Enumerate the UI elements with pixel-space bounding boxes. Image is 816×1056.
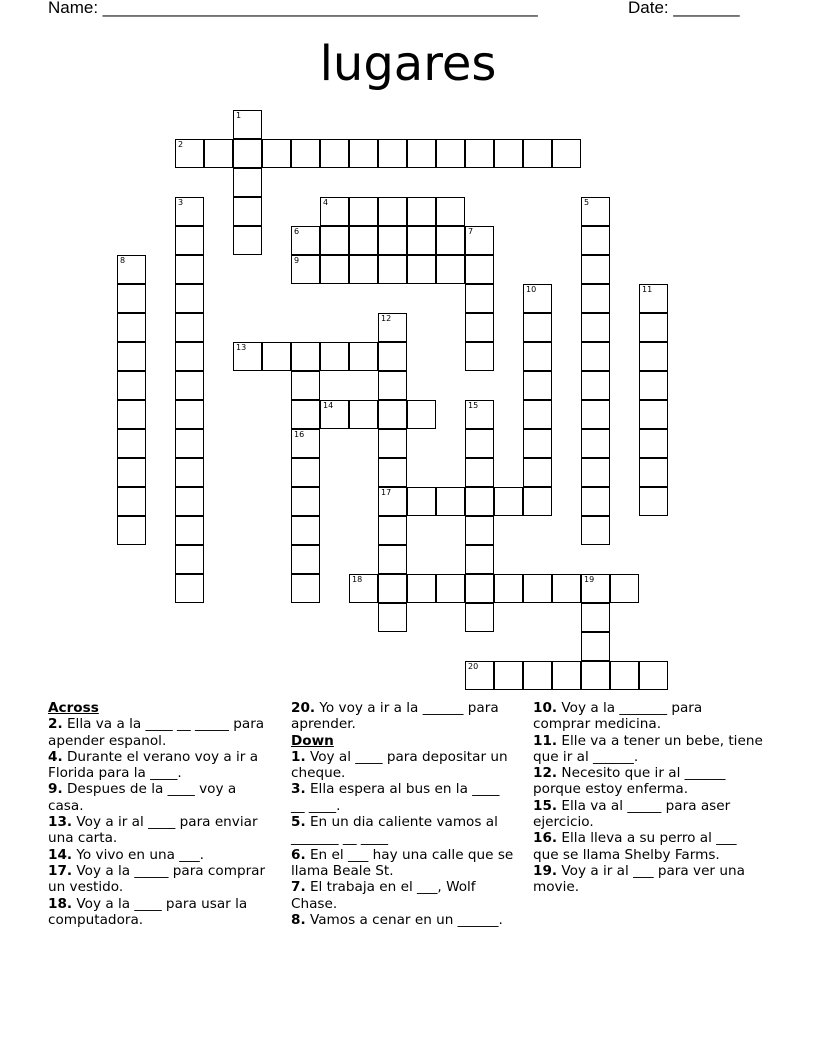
grid-cell[interactable] [175,516,204,545]
grid-cell[interactable] [233,342,262,371]
grid-cell[interactable] [175,545,204,574]
clue-item [533,765,763,798]
date-field-label: Date: _______ [628,0,740,17]
grid-cell[interactable] [291,487,320,516]
grid-cell[interactable] [320,226,349,255]
clue-item-number: 15. [533,797,558,814]
grid-cell[interactable] [465,429,494,458]
grid-cell[interactable] [378,458,407,487]
grid-cell[interactable] [175,342,204,371]
grid-cell[interactable] [610,661,639,690]
clue-number: 9 [294,256,300,265]
grid-cell[interactable] [639,458,668,487]
grid-cell[interactable] [436,197,465,226]
clue-item [48,749,273,782]
clue-item-text: Voy a la ____ para usar la computadora. [48,895,248,928]
grid-cell[interactable] [494,487,523,516]
clue-item-text: Necesito que ir al ______ porque estoy enferma. [533,765,726,798]
clue-number: 10 [526,285,537,294]
grid-cell[interactable] [581,400,610,429]
clue-number: 8 [120,256,126,265]
grid-cell[interactable] [175,139,204,168]
clue-item-number: 16. [533,830,558,847]
grid-cell[interactable] [523,661,552,690]
clue-item [48,781,273,814]
grid-cell[interactable] [436,226,465,255]
grid-cell[interactable] [610,574,639,603]
grid-cell[interactable] [639,371,668,400]
grid-cell[interactable] [117,429,146,458]
clue-item-text: Yo vivo en una ___. [76,846,204,863]
grid-cell[interactable] [407,255,436,284]
grid-cell[interactable] [117,284,146,313]
grid-cell[interactable] [465,400,494,429]
grid-cell[interactable] [378,545,407,574]
grid-cell[interactable] [465,545,494,574]
grid-cell[interactable] [117,313,146,342]
grid-cell[interactable] [262,342,291,371]
clue-number: 4 [323,198,329,207]
clue-item-number: 3. [291,781,306,798]
clue-item-text: Voy a ir al ___ para ver una movie. [533,862,745,896]
grid-cell[interactable] [175,458,204,487]
clue-item-text: Durante el verano voy a ir a Florida para la ____. [48,748,259,782]
grid-cell[interactable] [349,197,378,226]
grid-cell[interactable] [494,139,523,168]
grid-cell[interactable] [639,400,668,429]
clue-item-text: En un dia caliente vamos al _______ __ ____ [291,814,498,847]
grid-cell[interactable] [117,342,146,371]
clue-number: 6 [294,227,300,236]
clue-item-number: 12. [533,765,558,782]
grid-cell[interactable] [291,516,320,545]
grid-cell[interactable] [465,458,494,487]
across-heading: Across [48,700,99,716]
grid-cell[interactable] [233,110,262,139]
grid-cell[interactable] [465,516,494,545]
grid-cell[interactable] [349,139,378,168]
grid-cell[interactable] [175,487,204,516]
clue-number: 18 [352,575,363,584]
down-clues-list [291,749,516,928]
grid-cell[interactable] [407,400,436,429]
grid-cell[interactable] [291,458,320,487]
clue-item-text: Voy a la _____ para comprar un vestido. [48,862,266,896]
grid-cell[interactable] [465,603,494,632]
grid-cell[interactable] [581,429,610,458]
clue-item [48,863,273,896]
grid-cell[interactable] [407,226,436,255]
across-clues-list [48,716,273,928]
grid-cell[interactable] [175,574,204,603]
clue-item-text: Voy al ____ para depositar un cheque. [291,748,508,782]
clue-item [533,798,763,831]
grid-cell[interactable] [117,400,146,429]
grid-cell[interactable] [581,632,610,661]
grid-cell[interactable] [523,458,552,487]
clue-item [48,814,273,847]
grid-cell[interactable] [378,371,407,400]
grid-cell[interactable] [581,226,610,255]
grid-cell[interactable] [523,342,552,371]
grid-cell[interactable] [378,516,407,545]
grid-cell[interactable] [581,487,610,516]
clue-item-text: Voy a ir al ____ para enviar una carta. [48,814,258,847]
grid-cell[interactable] [465,284,494,313]
clue-item [533,733,763,766]
grid-cell[interactable] [378,255,407,284]
grid-cell[interactable] [552,139,581,168]
grid-cell[interactable] [436,487,465,516]
clue-item-number: 1. [291,748,306,765]
clue-number: 20 [468,662,479,671]
grid-cell[interactable] [581,313,610,342]
grid-cell[interactable] [291,574,320,603]
grid-cell[interactable] [291,400,320,429]
grid-cell[interactable] [465,313,494,342]
grid-cell[interactable] [291,255,320,284]
clue-item-text: Despues de la ____ voy a casa. [48,781,237,814]
clue-item-number: 18. [48,895,73,912]
clues-column-1 [48,700,273,928]
grid-cell[interactable] [639,487,668,516]
clue-item [291,700,516,733]
grid-cell[interactable] [581,574,610,603]
grid-cell[interactable] [175,226,204,255]
grid-cell[interactable] [349,574,378,603]
grid-cell[interactable] [175,197,204,226]
clue-number: 3 [178,198,184,207]
clue-number: 14 [323,401,334,410]
clue-item-number: 20. [291,700,316,716]
grid-cell[interactable] [523,371,552,400]
grid-cell[interactable] [465,139,494,168]
grid-cell[interactable] [291,371,320,400]
clues-column-3 [533,700,763,896]
grid-cell[interactable] [349,255,378,284]
clue-item-number: 2. [48,716,63,733]
clue-item [533,830,763,863]
name-field-label: Name: ______________________________________________ [48,0,538,17]
grid-cell[interactable] [175,400,204,429]
clue-item-number: 6. [291,846,306,863]
grid-cell[interactable] [407,139,436,168]
clue-item [533,700,763,733]
grid-cell[interactable] [320,400,349,429]
clue-number: 5 [584,198,590,207]
grid-cell[interactable] [523,429,552,458]
grid-cell[interactable] [291,139,320,168]
clue-item [48,716,273,749]
grid-cell[interactable] [204,139,233,168]
grid-cell[interactable] [407,197,436,226]
clue-number: 12 [381,314,392,323]
grid-cell[interactable] [436,139,465,168]
clue-item-text: Yo voy a ir a la ______ para aprender. [291,700,499,733]
grid-cell[interactable] [465,255,494,284]
down-clues-list-continued [533,700,763,896]
clue-number: 15 [468,401,479,410]
grid-cell[interactable] [349,342,378,371]
grid-cell[interactable] [581,661,610,690]
grid-cell[interactable] [175,371,204,400]
across-clues-list-continued [291,700,516,733]
grid-cell[interactable] [436,255,465,284]
grid-cell[interactable] [378,429,407,458]
grid-cell[interactable] [378,226,407,255]
grid-cell[interactable] [494,574,523,603]
clue-number: 11 [642,285,653,294]
clue-item-number: 8. [291,911,306,928]
grid-cell[interactable] [320,342,349,371]
grid-cell[interactable] [523,139,552,168]
clue-item-text: Vamos a cenar en un ______. [309,911,503,928]
clue-number: 17 [381,488,392,497]
grid-cell[interactable] [581,342,610,371]
grid-cell[interactable] [175,429,204,458]
grid-cell[interactable] [552,574,581,603]
grid-cell[interactable] [639,313,668,342]
clue-number: 1 [236,111,242,120]
clue-item-text: En el ___ hay una calle que se llama Beale St. [291,846,514,879]
grid-cell[interactable] [378,313,407,342]
grid-cell[interactable] [465,574,494,603]
clue-item [291,814,516,847]
grid-cell[interactable] [465,226,494,255]
grid-cell[interactable] [320,197,349,226]
grid-cell[interactable] [378,603,407,632]
grid-cell[interactable] [291,545,320,574]
grid-cell[interactable] [233,168,262,197]
grid-cell[interactable] [581,284,610,313]
clue-item-number: 5. [291,814,306,831]
grid-cell[interactable] [378,400,407,429]
grid-cell[interactable] [639,429,668,458]
clue-item-number: 7. [291,879,306,896]
page-title: lugares [319,36,497,92]
grid-cell[interactable] [117,255,146,284]
clue-item-number: 19. [533,862,558,879]
grid-cell[interactable] [262,139,291,168]
clue-item [291,912,516,928]
grid-cell[interactable] [378,574,407,603]
grid-cell[interactable] [175,284,204,313]
grid-cell[interactable] [175,255,204,284]
clue-item [291,847,516,880]
clue-item [533,863,763,896]
grid-cell[interactable] [639,661,668,690]
clue-item-text: Ella lleva a su perro al ___ que se llama Shelby Farms. [533,830,737,863]
clue-item-text: Ella espera al bus en la ____ __ ____. [291,781,500,814]
grid-cell[interactable] [175,313,204,342]
grid-cell[interactable] [581,603,610,632]
grid-cell[interactable] [581,516,610,545]
clue-number: 7 [468,227,474,236]
clue-item [48,896,273,929]
grid-cell[interactable] [639,342,668,371]
grid-cell[interactable] [465,661,494,690]
grid-cell[interactable] [523,284,552,313]
clue-number: 13 [236,343,247,352]
clue-item-text: Elle va a tener un bebe, tiene que ir al ______. [533,732,763,765]
clues-column-2 [291,700,516,928]
grid-cell[interactable] [320,255,349,284]
grid-cell[interactable] [291,342,320,371]
grid-cell[interactable] [117,516,146,545]
clue-number: 16 [294,430,305,439]
grid-cell[interactable] [233,139,262,168]
grid-cell[interactable] [349,400,378,429]
clue-item [48,847,273,863]
grid-cell[interactable] [465,342,494,371]
clue-item-number: 10. [533,700,558,716]
grid-cell[interactable] [233,226,262,255]
clue-item [291,749,516,782]
clue-item-text: Ella va al _____ para aser ejercicio. [533,797,731,831]
grid-cell[interactable] [436,574,465,603]
grid-cell[interactable] [117,371,146,400]
grid-cell[interactable] [465,487,494,516]
grid-cell[interactable] [320,139,349,168]
grid-cell[interactable] [291,226,320,255]
clue-item-number: 13. [48,814,73,831]
clue-item-number: 4. [48,748,63,765]
grid-cell[interactable] [581,458,610,487]
grid-cell[interactable] [581,371,610,400]
clue-item-number: 11. [533,732,558,749]
clue-item-text: Voy a la _______ para comprar medicina. [533,700,703,733]
grid-cell[interactable] [117,458,146,487]
grid-cell[interactable] [552,661,581,690]
grid-cell[interactable] [407,574,436,603]
grid-cell[interactable] [378,487,407,516]
grid-cell[interactable] [291,429,320,458]
grid-cell[interactable] [523,400,552,429]
clue-item [291,781,516,814]
grid-cell[interactable] [378,139,407,168]
grid-cell[interactable] [523,313,552,342]
grid-cell[interactable] [581,197,610,226]
clue-item-number: 9. [48,781,63,798]
clue-number: 19 [584,575,595,584]
grid-cell[interactable] [378,197,407,226]
clue-item-text: Ella va a la ____ __ _____ para apender espanol. [48,716,265,749]
grid-cell[interactable] [407,487,436,516]
grid-cell[interactable] [233,197,262,226]
grid-cell[interactable] [117,487,146,516]
clue-number: 2 [178,140,184,149]
clue-item-number: 14. [48,846,73,863]
grid-cell[interactable] [581,255,610,284]
grid-cell[interactable] [523,574,552,603]
grid-cell[interactable] [349,226,378,255]
down-heading: Down [291,732,334,749]
grid-cell[interactable] [378,342,407,371]
grid-cell[interactable] [639,284,668,313]
grid-cell[interactable] [523,487,552,516]
clue-item-number: 17. [48,862,73,879]
clue-item-text: El trabaja en el ___, Wolf Chase. [291,879,476,912]
grid-cell[interactable] [494,661,523,690]
clue-item [291,879,516,912]
